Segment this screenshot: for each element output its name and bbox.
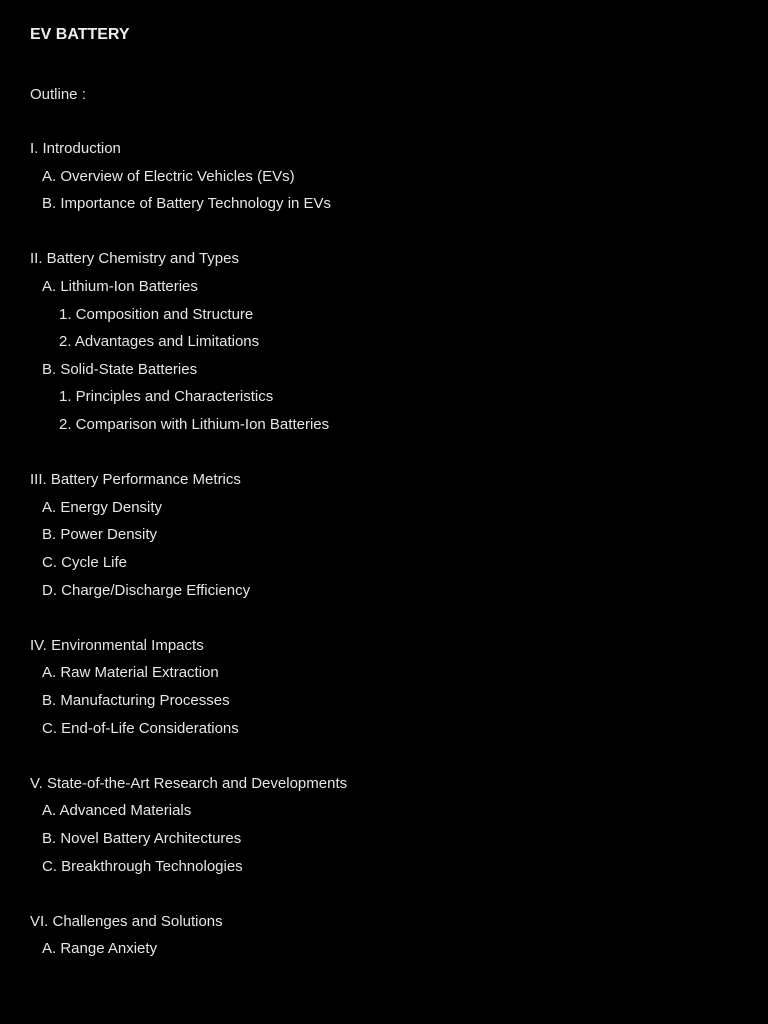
outline-subitem: 2. Comparison with Lithium-Ion Batteries	[59, 416, 330, 433]
outline-subitem: 1. Composition and Structure	[59, 305, 254, 323]
outline-item: A. Raw Material Extraction	[42, 664, 219, 682]
section-heading: VI. Challenges and Solutions	[30, 912, 223, 930]
outline-item: B. Importance of Battery Technology in EVs	[42, 195, 332, 213]
outline-item: A. Energy Density	[42, 498, 163, 516]
section-heading: I. Introduction	[30, 140, 121, 157]
document-title: EV BATTERY	[30, 26, 130, 43]
outline-item: B. Solid-State Batteries	[42, 360, 198, 378]
outline-subitem: 2. Advantages and Limitations	[59, 333, 260, 351]
outline-item: A. Range Anxiety	[42, 940, 158, 958]
section-heading: V. State-of-the-Art Research and Developments	[30, 774, 348, 792]
outline-item: B. Power Density	[42, 526, 158, 544]
section-heading: II. Battery Chemistry and Types	[30, 250, 239, 268]
outline-item: A. Lithium-Ion Batteries	[42, 278, 198, 295]
outline-item: D. Charge/Discharge Efficiency	[42, 581, 251, 599]
outline-label: Outline :	[30, 86, 86, 103]
outline-item: C. Breakthrough Technologies	[42, 857, 243, 875]
outline-item: A. Overview of Electric Vehicles (EVs)	[42, 167, 295, 185]
outline-item: C. End-of-Life Considerations	[42, 719, 239, 737]
section-heading: IV. Environmental Impacts	[30, 636, 204, 654]
outline-item: B. Novel Battery Architectures	[42, 830, 242, 847]
section-heading: III. Battery Performance Metrics	[30, 471, 241, 489]
outline-item: B. Manufacturing Processes	[42, 692, 230, 709]
outline-subitem: 1. Principles and Characteristics	[59, 388, 274, 406]
outline-item: A. Advanced Materials	[42, 802, 192, 820]
outline-item: C. Cycle Life	[42, 554, 128, 571]
